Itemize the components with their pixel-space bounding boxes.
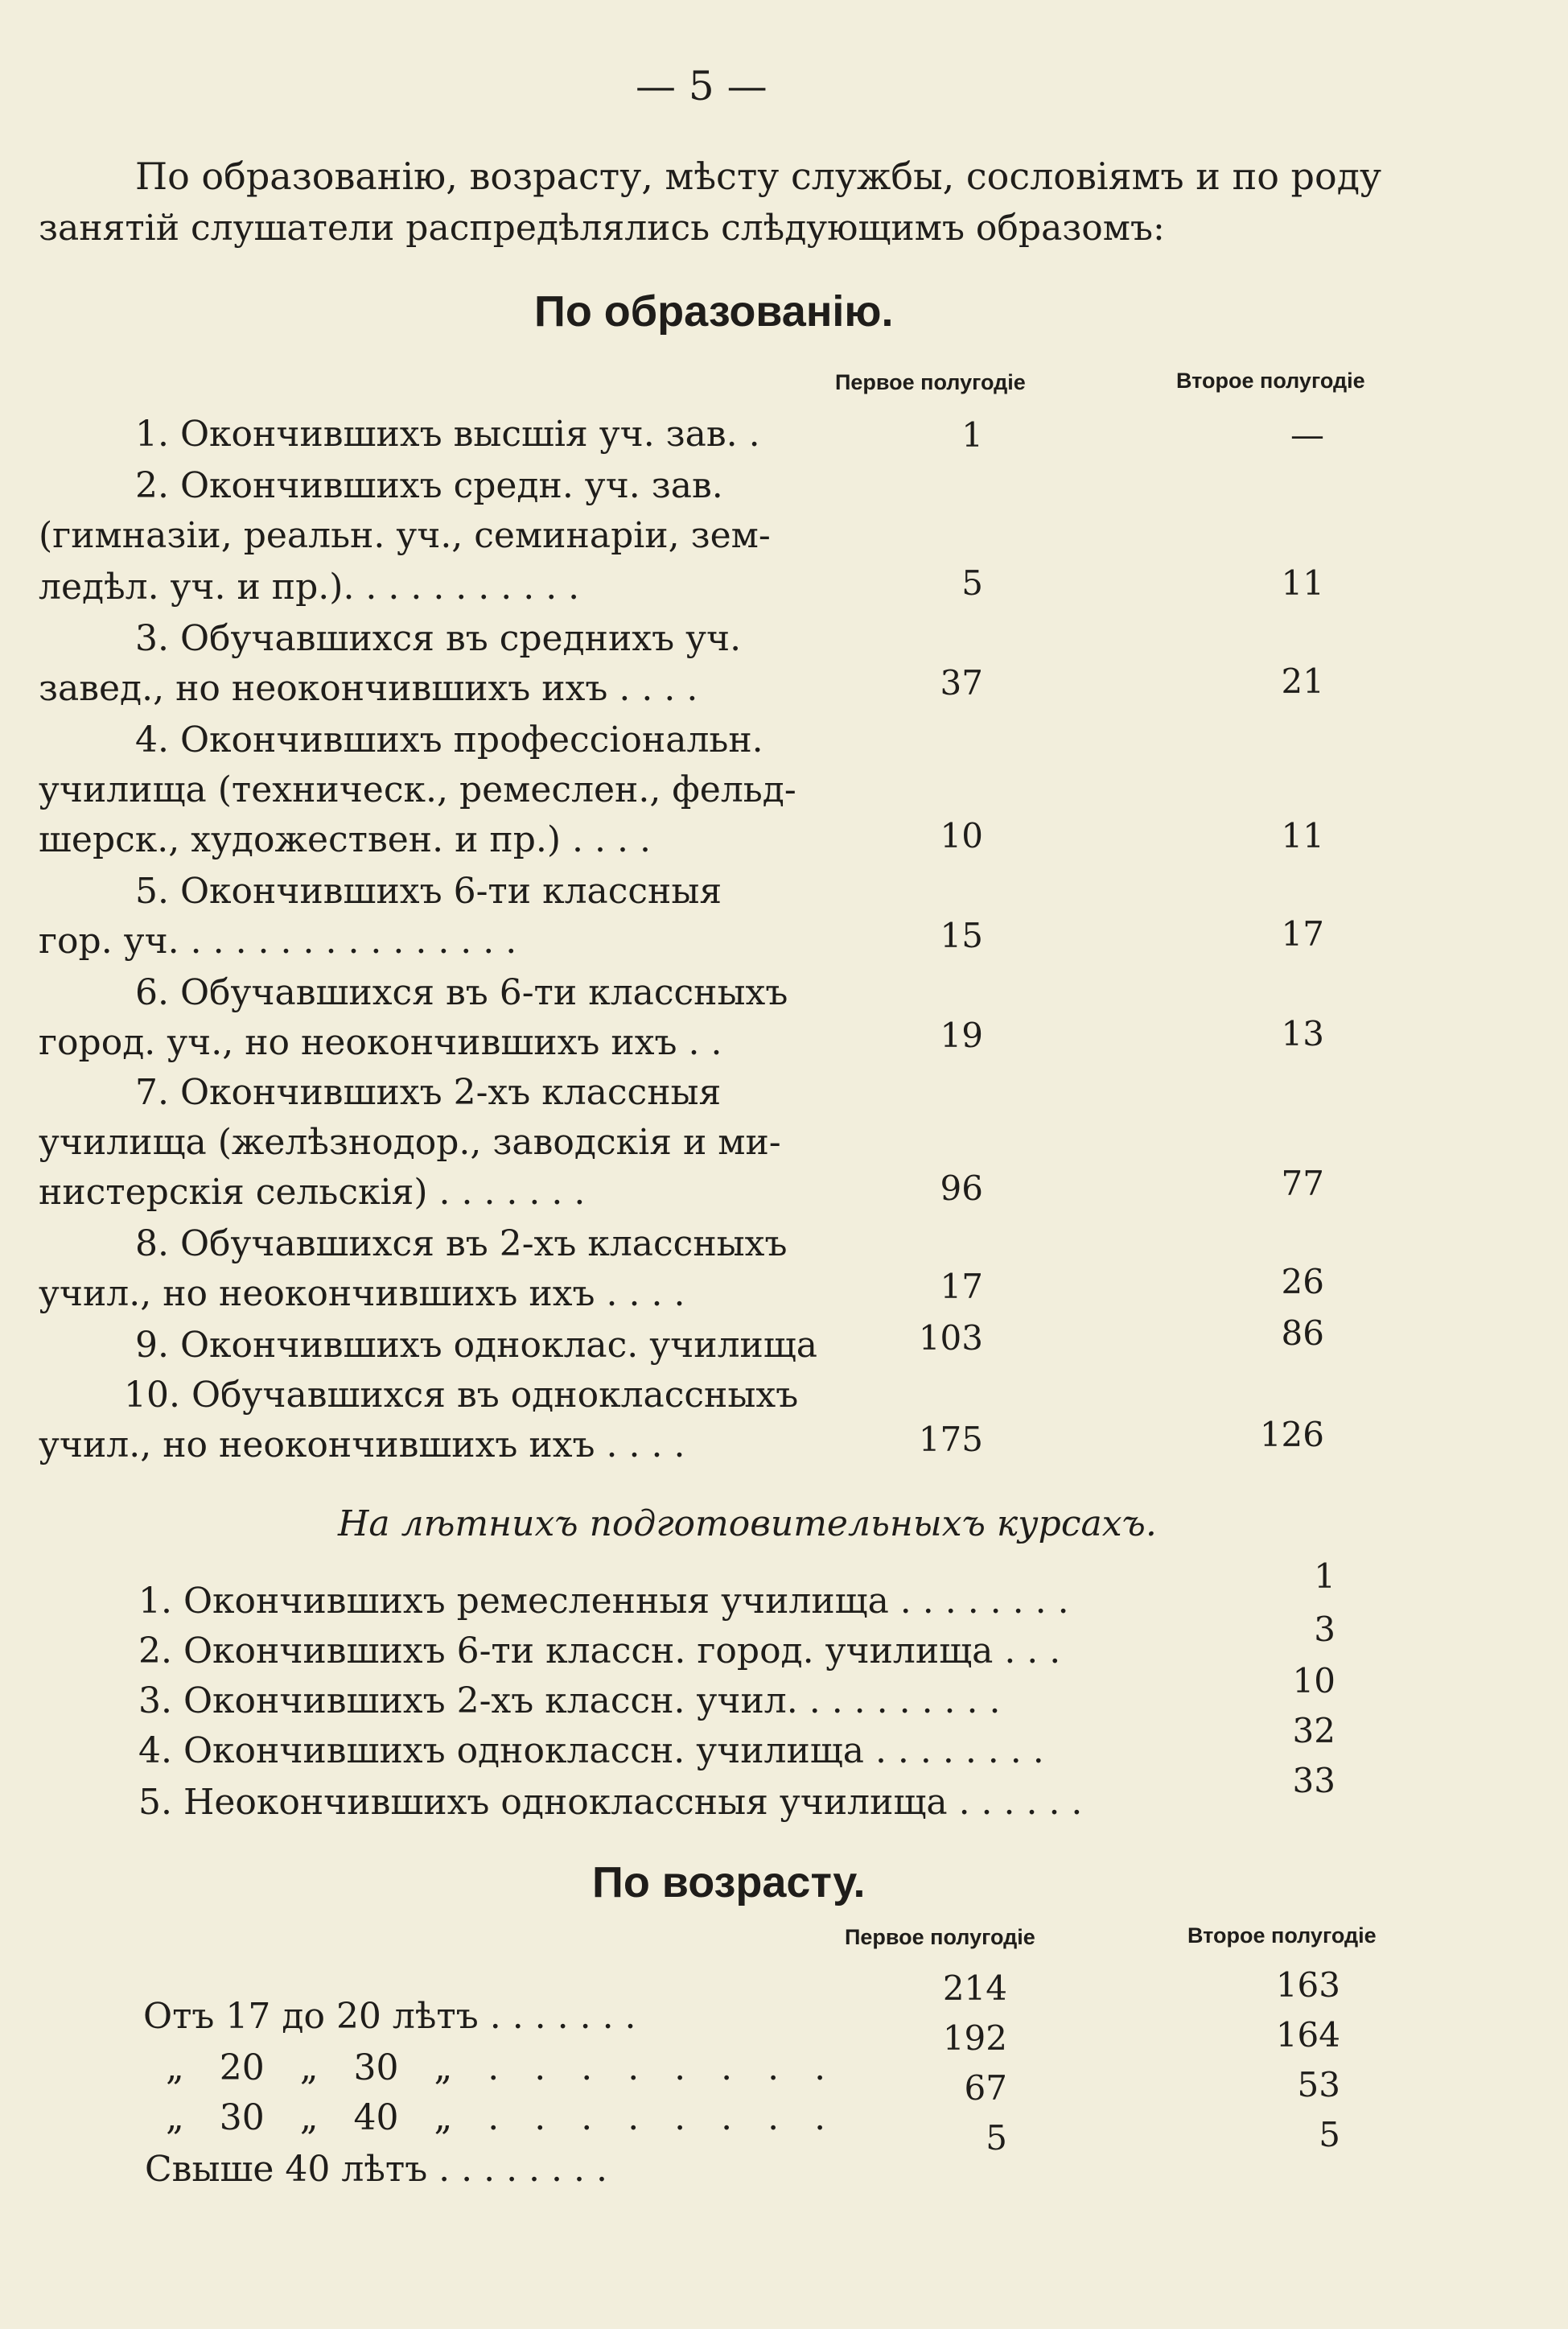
education-line: город. уч., но неокончившихъ ихъ . .: [39, 1022, 722, 1063]
education-value-second: 13: [1281, 1014, 1324, 1053]
education-line: 6. Обучавшихся въ 6-ти классныхъ: [135, 972, 788, 1013]
education-line: 5. Окончившихъ 6-ти классныя: [135, 871, 722, 912]
age-value-second: 164: [1275, 2015, 1340, 2055]
summer-courses-value: 10: [1292, 1661, 1335, 1700]
education-line: 7. Окончившихъ 2-хъ классныя: [135, 1072, 722, 1113]
summer-courses-line: 3. Окончившихъ 2-хъ классн. учил. . . . . . . . . .: [138, 1680, 1001, 1721]
education-value-second: 17: [1281, 914, 1324, 954]
age-line: „ 20 „ 30 „ . . . . . . . .: [166, 2047, 826, 2088]
age-value-second: 53: [1297, 2065, 1340, 2104]
age-heading: По возрасту.: [592, 1858, 866, 1906]
intro-line-1: По образованiю, возрасту, мѣсту службы, сословiямъ и по роду: [135, 155, 1382, 198]
age-value-second: 5: [1319, 2115, 1340, 2154]
summer-courses-line: 4. Окончившихъ одноклассн. училища . . . . . . . .: [138, 1730, 1044, 1771]
age-col1-header: Первое полугодiе: [845, 1925, 1035, 1949]
education-line: 2. Окончившихъ средн. уч. зав.: [135, 465, 723, 506]
education-value-second: 21: [1281, 662, 1324, 701]
education-line: нистерскiя сельскiя) . . . . . . .: [39, 1172, 586, 1213]
page-number: — 5 —: [636, 63, 768, 109]
education-value-first: 17: [940, 1267, 983, 1306]
education-line: учил., но неокончившихъ ихъ . . . .: [39, 1424, 685, 1465]
education-value-first: 1: [961, 415, 983, 455]
education-value-first: 103: [918, 1318, 983, 1358]
education-line: гор. уч. . . . . . . . . . . . . . . .: [39, 921, 517, 962]
education-line: 1. Окончившихъ высшiя уч. зав. .: [135, 414, 760, 455]
summer-courses-value: 33: [1292, 1761, 1335, 1800]
summer-courses-value: 32: [1292, 1711, 1335, 1750]
age-value-first: 67: [964, 2068, 1007, 2108]
education-line: училища (техническ., ремеслен., фельд-: [39, 769, 796, 810]
education-line: завед., но неокончившихъ ихъ . . . .: [39, 668, 698, 709]
education-line: училища (желѣзнодор., заводскiя и ми-: [39, 1122, 781, 1163]
age-line: Отъ 17 до 20 лѣтъ . . . . . . .: [143, 1996, 636, 2037]
education-value-first: 10: [940, 816, 983, 855]
education-line: шерск., художествен. и пр.) . . . .: [39, 819, 651, 860]
education-value-first: 37: [940, 663, 983, 703]
summer-courses-value: 1: [1314, 1556, 1335, 1596]
age-col2-header: Второе полугодiе: [1187, 1923, 1377, 1948]
education-line: (гимназiи, реальн. уч., семинарiи, зем-: [39, 515, 771, 556]
summer-courses-line: 2. Окончившихъ 6-ти классн. город. училища . . .: [138, 1630, 1061, 1672]
education-line: 8. Обучавшихся въ 2-хъ классныхъ: [135, 1223, 788, 1264]
education-line: 4. Окончившихъ профессiональн.: [135, 719, 763, 761]
education-value-first: 15: [940, 916, 983, 955]
education-value-second: 11: [1281, 563, 1324, 603]
age-value-first: 214: [942, 1968, 1007, 2008]
summer-courses-value: 3: [1314, 1610, 1335, 1649]
education-line: 9. Окончившихъ одноклас. училища: [135, 1325, 817, 1366]
education-value-first: 5: [961, 563, 983, 603]
age-line: „ 30 „ 40 „ . . . . . . . .: [166, 2097, 826, 2138]
education-value-second: 11: [1281, 816, 1324, 855]
education-value-first: 96: [940, 1169, 983, 1208]
education-col1-header: Первое полугодiе: [835, 370, 1026, 394]
education-value-first: 19: [940, 1016, 983, 1055]
age-value-first: 192: [942, 2018, 1007, 2058]
education-value-second: —: [1290, 415, 1324, 455]
education-line: 10. Обучавшихся въ одноклассныхъ: [124, 1375, 799, 1416]
age-value-first: 5: [986, 2118, 1007, 2158]
education-value-second: 77: [1281, 1164, 1324, 1203]
education-value-first: 175: [918, 1420, 983, 1459]
age-line: Свыше 40 лѣтъ . . . . . . . .: [145, 2149, 607, 2190]
education-line: 3. Обучавшихся въ среднихъ уч.: [135, 618, 742, 659]
education-line: учил., но неокончившихъ ихъ . . . .: [39, 1273, 685, 1314]
education-col2-header: Второе полугодiе: [1176, 369, 1365, 393]
age-value-second: 163: [1275, 1965, 1340, 2005]
summer-courses-line: 5. Неокончившихъ одноклассныя училища . . . . . .: [138, 1782, 1083, 1823]
summer-courses-line: 1. Окончившихъ ремесленныя училища . . . . . . . .: [138, 1581, 1069, 1622]
education-value-second: 86: [1281, 1313, 1324, 1353]
education-line: ледѣл. уч. и пр.). . . . . . . . . . .: [39, 567, 580, 608]
education-value-second: 126: [1259, 1415, 1324, 1454]
summer-courses-heading: На лѣтнихъ подготовительныхъ курсахъ.: [338, 1503, 1157, 1544]
intro-line-2: занятiй слушатели распредѣлялись слѣдующимъ образомъ:: [39, 208, 1165, 249]
education-value-second: 26: [1281, 1262, 1324, 1301]
education-heading: По образованiю.: [534, 287, 894, 336]
